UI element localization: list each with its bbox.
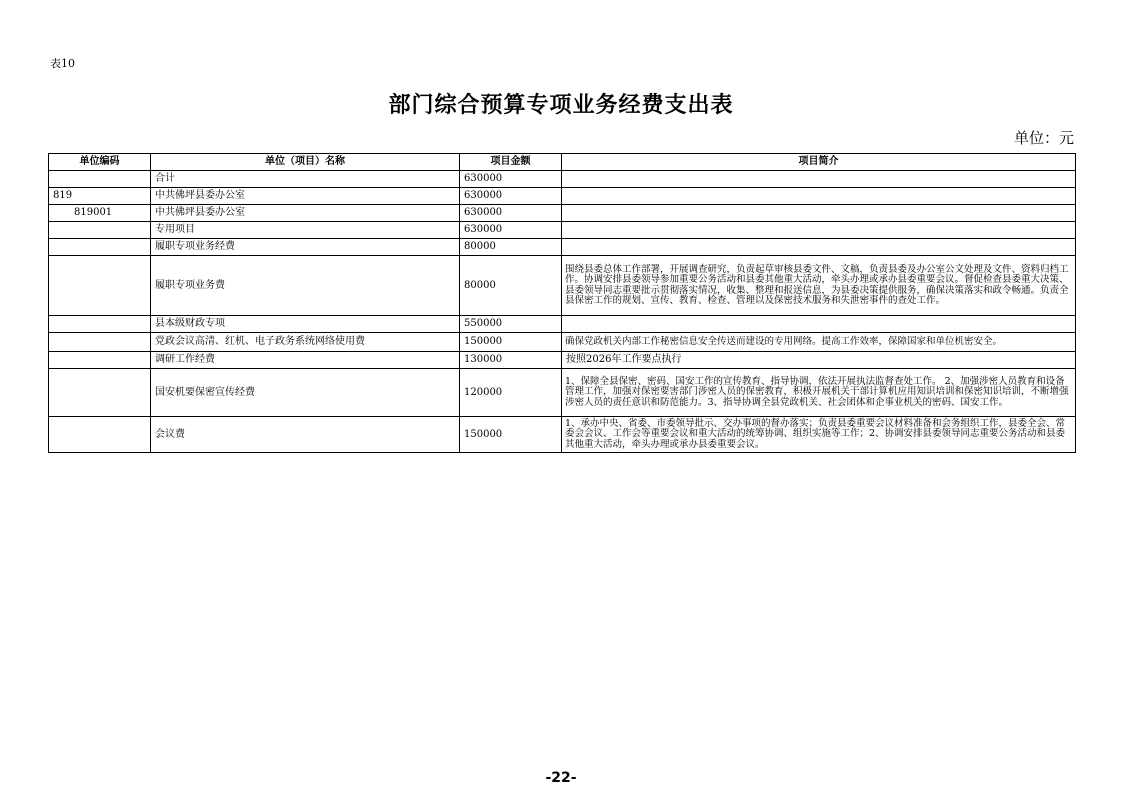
- cell-amount: 150000: [460, 417, 562, 453]
- cell-amount: 550000: [460, 316, 562, 333]
- header-code: 单位编码: [49, 154, 151, 171]
- cell-amount: 630000: [460, 188, 562, 205]
- cell-name: 党政会议高清、红机、电子政务系统网络使用费: [151, 333, 460, 352]
- table-row: [49, 352, 1076, 369]
- cell-name: 国安机要保密宣传经费: [151, 369, 460, 417]
- cell-amount: 130000: [460, 352, 562, 369]
- cell-code: [49, 222, 151, 239]
- cell-name: 履职专项业务经费: [151, 239, 460, 256]
- cell-intro: [562, 222, 1076, 239]
- cell-code: 819: [49, 188, 151, 205]
- cell-name: 调研工作经费: [151, 352, 460, 369]
- table-row: [49, 222, 1076, 239]
- cell-code: [49, 369, 151, 417]
- table-row: [49, 256, 1076, 316]
- cell-code: [49, 239, 151, 256]
- cell-amount: 630000: [460, 171, 562, 188]
- cell-code: [49, 333, 151, 352]
- cell-intro: [562, 316, 1076, 333]
- header-intro: 项目简介: [562, 154, 1076, 171]
- cell-amount: 630000: [460, 222, 562, 239]
- table-number: 表10: [50, 57, 75, 70]
- table-row: [49, 369, 1076, 417]
- cell-name: 合计: [151, 171, 460, 188]
- page-number: -22-: [545, 770, 577, 786]
- cell-code: [49, 417, 151, 453]
- cell-amount: 80000: [460, 256, 562, 316]
- cell-intro: [562, 239, 1076, 256]
- cell-code: [49, 352, 151, 369]
- unit-label: 单位：元: [1013, 129, 1074, 147]
- cell-amount: 150000: [460, 333, 562, 352]
- table-row: [49, 239, 1076, 256]
- cell-name: 专用项目: [151, 222, 460, 239]
- cell-name: 中共佛坪县委办公室: [151, 188, 460, 205]
- cell-code: [49, 256, 151, 316]
- table-row: [49, 333, 1076, 352]
- cell-amount: 630000: [460, 205, 562, 222]
- table-row: [49, 205, 1076, 222]
- table-row: [49, 188, 1076, 205]
- cell-intro: [562, 188, 1076, 205]
- header-name: 单位（项目）名称: [151, 154, 460, 171]
- cell-name: 会议费: [151, 417, 460, 453]
- cell-intro: 确保党政机关内部工作秘密信息安全传送而建设的专用网络。提高工作效率，保障国家和单位机密安全。: [562, 333, 1076, 352]
- cell-amount: 120000: [460, 369, 562, 417]
- cell-intro: 按照2026年工作要点执行: [562, 352, 1076, 369]
- table-header-row: [49, 154, 1076, 171]
- cell-amount: 80000: [460, 239, 562, 256]
- cell-intro: [562, 171, 1076, 188]
- cell-intro: 1、承办中央、省委、市委领导批示、交办事项的督办落实；负责县委重要会议材料准备和会务组织工作，县委全会、常委会会议、工作会等重要会议和重大活动的统筹协调、组织实施等工作；2、协调安排县委领导同志重要公务活动和县委其他重大活动，牵头办理或承办县委重要会议。: [562, 417, 1076, 453]
- table-row: [49, 171, 1076, 188]
- cell-name: 中共佛坪县委办公室: [151, 205, 460, 222]
- cell-name: 县本级财政专项: [151, 316, 460, 333]
- table-row: [49, 417, 1076, 453]
- header-amount: 项目金额: [460, 154, 562, 171]
- cell-code: 819001: [49, 205, 151, 222]
- table-row: [49, 316, 1076, 333]
- cell-intro: [562, 205, 1076, 222]
- budget-table: [48, 153, 1076, 453]
- cell-code: [49, 316, 151, 333]
- cell-code: [49, 171, 151, 188]
- page-title: 部门综合预算专项业务经费支出表: [388, 93, 734, 118]
- cell-name: 履职专项业务费: [151, 256, 460, 316]
- cell-intro: 1、保障全县保密、密码、国安工作的宣传教育、指导协调，依法开展执法监督查处工作。 2、加强涉密人员教育和设备管理工作，加强对保密要害部门涉密人员的保密教育，积极开展机关干部计算机应用知识培训和保密知识培训，不断增强涉密人员的责任意识和防范能力。3、指导协调全县党政机关、社会团体和企事业机关的密码、国安工作。: [562, 369, 1076, 417]
- cell-intro: 围绕县委总体工作部署，开展调查研究，负责起草审核县委文件、文稿，负责县委及办公室公文处理及文件、资料归档工作。协调安排县委领导参加重要公务活动和县委其他重大活动，牵头办理或承办县委重要会议。督促检查县委重大决策、县委领导同志重要批示贯彻落实情况，收集、整理和报送信息，为县委决策提供服务，确保决策落实和政令畅通。负责全县保密工作的规划、宣传、教育、检查、管理以及保密技术服务和失泄密事件的查处工作。: [562, 256, 1076, 316]
